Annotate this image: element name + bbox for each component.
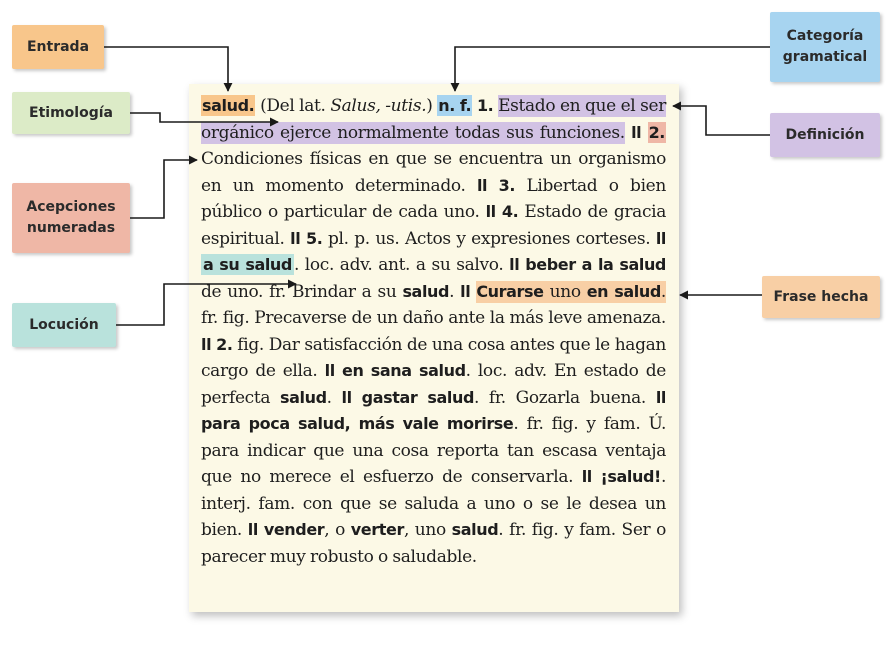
phrase-bold: ll gastar salud <box>341 387 474 407</box>
sense-number: ll 5. <box>290 228 323 248</box>
entry-text-segment: , o <box>324 520 351 540</box>
dictionary-entry-card <box>189 84 679 612</box>
entry-text-segment: ) <box>426 96 438 116</box>
separator: ll <box>631 122 642 142</box>
entry-text-segment: . fr. fig. y fam. Ú. para indicar que una cosa reporta tan escasa ventaja que no merece el esfuerzo de conservarla. <box>201 414 666 487</box>
entry-text-segment: . interj. fam. con que se saluda a uno o se le desea un bien. <box>201 467 666 540</box>
entry-text-segment: . fr. Gozarla buena. <box>474 387 656 408</box>
phrase-bold: ll beber a la salud <box>509 255 666 274</box>
phrase-bold: salud <box>279 387 327 407</box>
separator: ll <box>655 228 666 248</box>
label-acepciones-numeradas: Acepciones numeradas <box>12 183 130 253</box>
grammatical-category: n. f. <box>438 96 472 115</box>
entry-text-segment: . loc. adv. ant. a su salvo. <box>293 255 510 275</box>
locution: a su salud <box>203 255 292 274</box>
set-phrase-text: . <box>660 281 666 302</box>
label-categoria-gramatical: Categoría gramatical <box>770 12 880 82</box>
dictionary-entry-text <box>201 93 666 570</box>
phrase-bold: salud <box>402 281 450 301</box>
label-locucion: Locución <box>12 303 116 347</box>
phrase-bold: ll vender <box>247 520 325 539</box>
entry-text-segment: . <box>449 281 461 302</box>
entry-text-segment <box>641 123 647 143</box>
entry-text-segment: (Del lat. <box>255 96 331 116</box>
sense-number: 1. <box>476 96 494 115</box>
set-phrase-bold: en salud <box>586 281 661 301</box>
sense-number: ll 3. <box>476 175 516 195</box>
entry-text-segment: de uno. fr. Brindar a su <box>201 281 403 302</box>
entry-text-segment: Libertad o bien público o particular de cada uno. <box>201 175 666 222</box>
entry-text-segment: , uno <box>403 520 452 540</box>
entry-text-segment: fig. Dar satisfacción de una cosa antes que le hagan cargo de ella. <box>201 334 666 381</box>
separator: ll <box>460 281 471 301</box>
etymology-latin: Salus, -utis. <box>330 96 427 116</box>
arrow-definicion <box>673 106 770 135</box>
entry-text-segment: . fr. fig. y fam. Ser o parecer muy robusto o saludable. <box>201 520 666 567</box>
label-definicion: Definición <box>770 113 880 157</box>
entry-text-segment: pl. p. us. Actos y expresiones corteses. <box>322 228 656 249</box>
entry-text-segment: Condiciones físicas en que se encuentra un organismo en un momento determinado. <box>201 149 666 196</box>
entry-text-segment: . <box>326 387 342 408</box>
phrase-bold: salud <box>451 520 499 539</box>
sense-number-highlighted: 2. <box>648 122 665 142</box>
phrase-bold: ll en sana salud <box>324 361 466 380</box>
entry-text-segment: fr. fig. Precaverse de un daño ante la más leve amenaza. <box>201 308 666 328</box>
headword: salud. <box>202 96 255 115</box>
sense-number: ll 2. <box>201 334 233 354</box>
sense-number: ll 4. <box>485 202 519 221</box>
set-phrase-verb: Curarse <box>476 281 544 301</box>
phrase-bold: verter <box>350 520 404 539</box>
set-phrase <box>476 281 666 303</box>
set-phrase-text: uno <box>543 281 587 302</box>
label-etimologia: Etimología <box>12 92 130 134</box>
label-entrada: Entrada <box>12 25 104 69</box>
definition: Estado en que el ser orgánico ejerce normalmente todas sus funciones. <box>201 96 666 143</box>
phrase-bold: ll ¡salud! <box>581 467 661 486</box>
phrase-bold: ll para poca salud, más vale morirse <box>201 387 666 433</box>
label-frase-hecha: Frase hecha <box>762 276 880 318</box>
arrow-acepciones <box>130 160 197 218</box>
entry-text-segment: . loc. adv. En estado de perfecta <box>201 361 666 408</box>
entry-text-segment: Estado de gracia espiritual. <box>201 202 666 249</box>
